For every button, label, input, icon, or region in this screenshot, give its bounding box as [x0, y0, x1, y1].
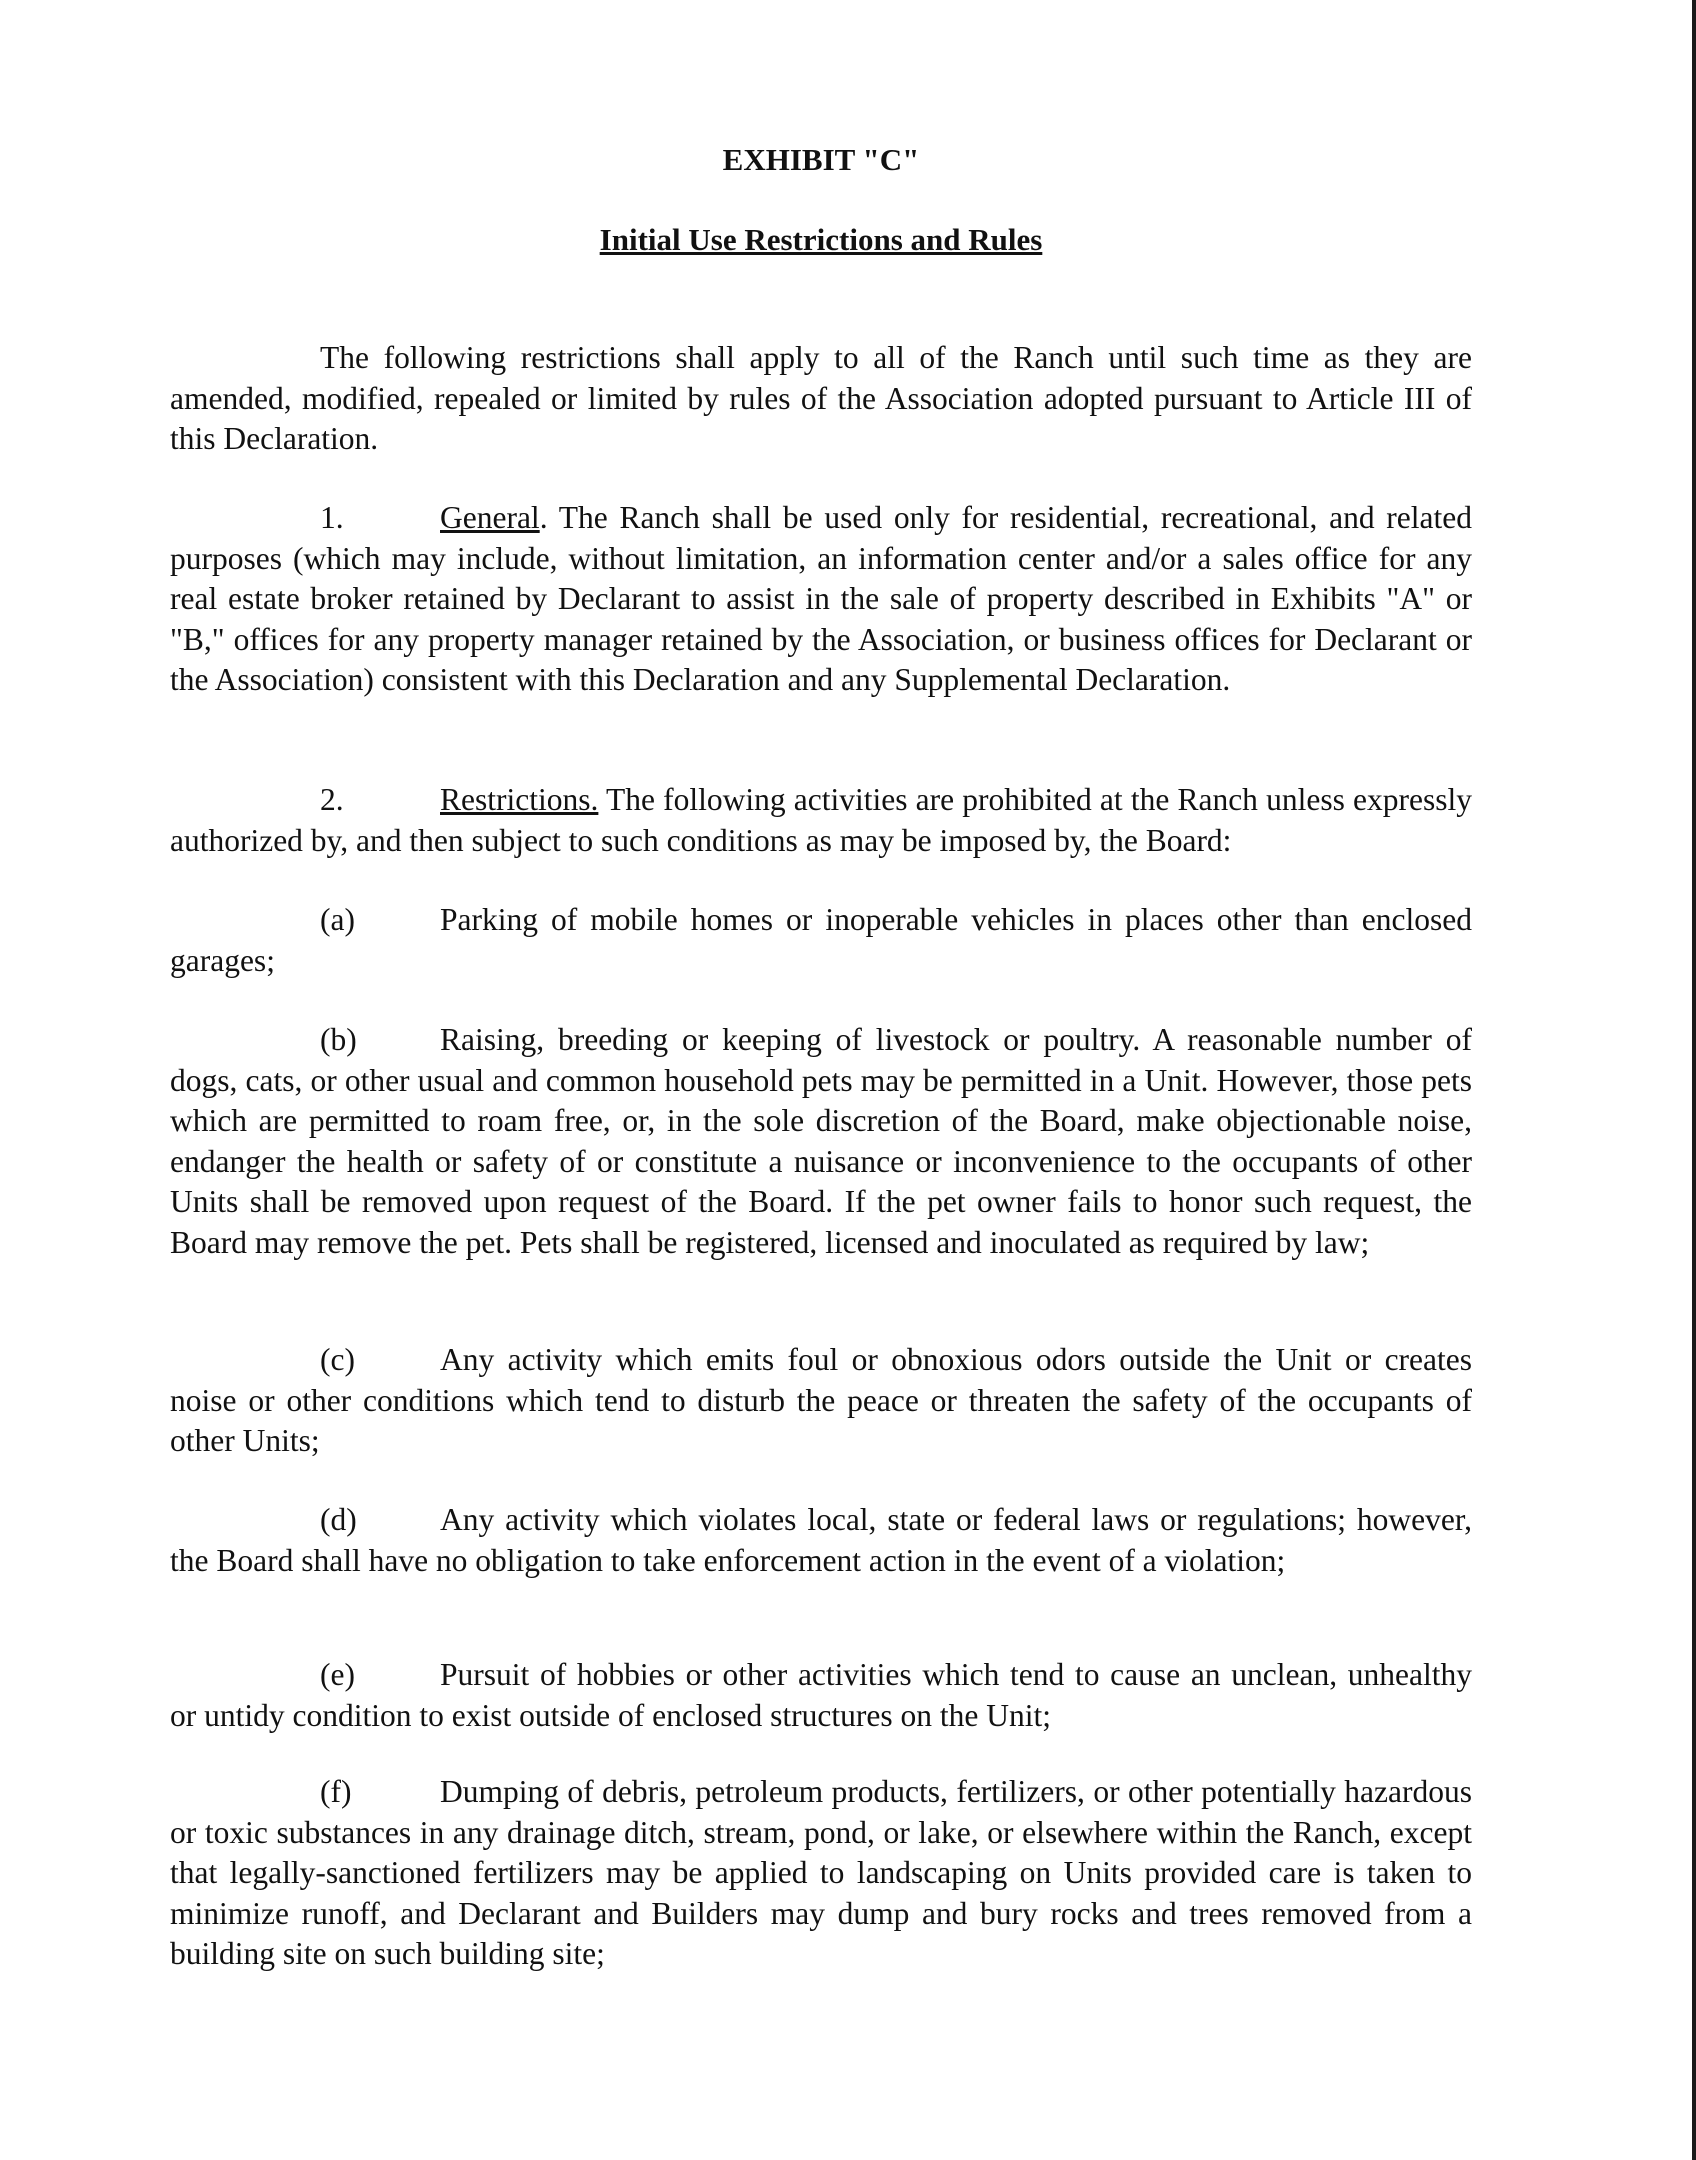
restriction-item-f — [170, 1772, 1472, 1975]
restrictions-text: The following activities are prohibited at the Ranch unless expressly authorized by, and then subject to such conditions as may be imposed by, the Board: — [170, 782, 1472, 858]
general-paragraph — [170, 498, 1472, 701]
section-title: Initial Use Restrictions and Rules — [599, 222, 1043, 257]
restriction-item-d — [170, 1500, 1472, 1581]
exhibit-title: EXHIBIT "C" — [722, 142, 920, 177]
item-label: (b) — [320, 1022, 357, 1057]
restriction-item-a — [170, 900, 1472, 981]
intro-paragraph — [170, 338, 1472, 460]
item-text: Raising, breeding or keeping of livestock or poultry. A reasonable number of dogs, cats, or other usual and common household pets may be permitted in a Unit. However, those pets which are permitted to roam free, or, in the sole discretion of the Board, make objectionable noise, endanger the health or safety of or constitute a nuisance or inconvenience to the occupants of other Units shall be removed upon request of the Board. If the pet owner fails to honor such request, the Board may remove the pet. Pets shall be registered, licensed and inoculated as required by law; — [170, 1022, 1472, 1260]
item-label: (d) — [320, 1502, 357, 1537]
item-label: (c) — [320, 1342, 355, 1377]
restrictions-heading: Restrictions. — [440, 782, 599, 817]
restrictions-paragraph — [170, 780, 1472, 861]
general-heading: General — [440, 500, 540, 535]
item-text: Parking of mobile homes or inoperable vehicles in places other than enclosed garages; — [170, 902, 1472, 978]
item-text: Any activity which emits foul or obnoxious odors outside the Unit or creates noise or other conditions which tend to disturb the peace or threaten the safety of the occupants of other Units; — [170, 1342, 1472, 1458]
intro-text: The following restrictions shall apply to all of the Ranch until such time as they are amended, modified, repealed or limited by rules of the Association adopted pursuant to Article III of this Declaration. — [170, 340, 1472, 456]
restriction-item-e — [170, 1655, 1472, 1736]
item-label: (a) — [320, 902, 355, 937]
general-number: 1. — [320, 500, 344, 535]
general-heading-punct: . — [539, 500, 548, 535]
restrictions-number: 2. — [320, 782, 344, 817]
item-label: (f) — [320, 1774, 352, 1809]
item-label: (e) — [320, 1657, 355, 1692]
general-text: The Ranch shall be used only for residential, recreational, and related purposes (which may include, without limitation, an information center and/or a sales office for any real estate broker retained by Declarant to assist in the sale of property described in Exhibits "A" or "B," offices for any property manager retained by the Association, or business offices for Declarant or the Association) consistent with this Declaration and any Supplemental Declaration. — [170, 500, 1472, 697]
item-text: Dumping of debris, petroleum products, fertilizers, or other potentially hazardous or toxic substances in any drainage ditch, stream, pond, or lake, or elsewhere within the Ranch, except that legally-sanctioned fertilizers may be applied to landscaping on Units provided care is taken to minimize runoff, and Declarant and Builders may dump and bury rocks and trees removed from a building site on such building site; — [170, 1774, 1472, 1971]
item-text: Any activity which violates local, state or federal laws or regulations; however, the Board shall have no obligation to take enforcement action in the event of a violation; — [170, 1502, 1472, 1578]
restriction-item-c — [170, 1340, 1472, 1462]
scan-edge-border — [1692, 0, 1696, 2160]
item-text: Pursuit of hobbies or other activities which tend to cause an unclean, unhealthy or untidy condition to exist outside of enclosed structures on the Unit; — [170, 1657, 1472, 1733]
restriction-item-b — [170, 1020, 1472, 1263]
